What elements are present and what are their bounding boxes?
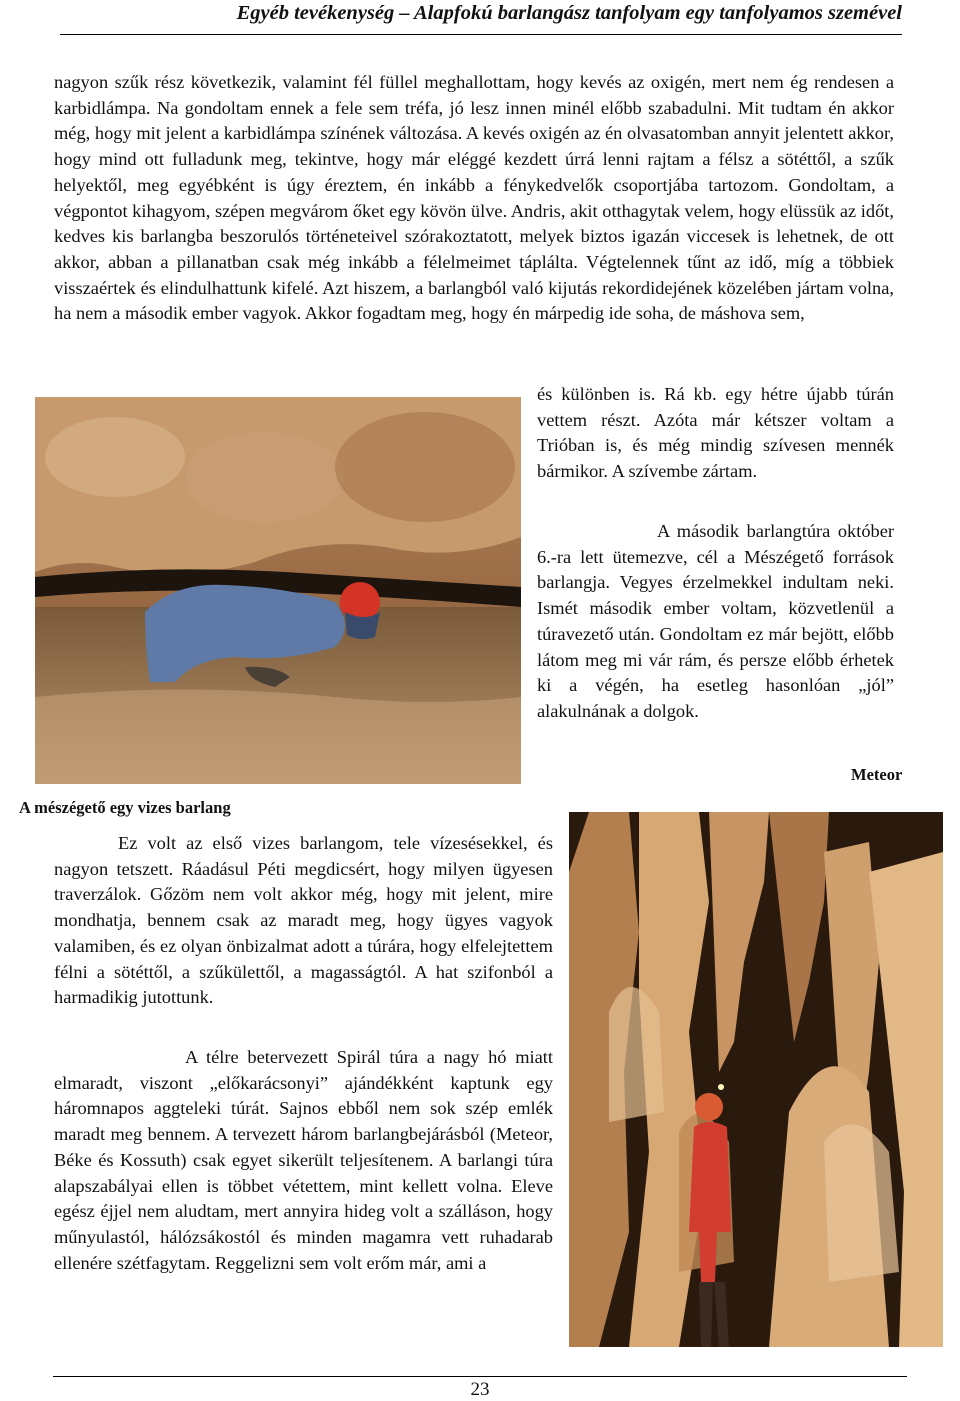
running-title: Egyéb tevékenység – Alapfokú barlangász tanfolyam egy tanfolyamos szemével xyxy=(236,2,902,24)
page-header xyxy=(60,0,902,40)
cave-photo-meteor xyxy=(569,812,943,1347)
paragraph-4: A télre betervezett Spirál túra a nagy hó miatt elmaradt, viszont „előkarácsonyi” ajándékként kaptunk egy háromnapos aggteleki túrát. Sajnos ebből nem sok szép emlék maradt meg bennem. A tervezett három barlangbejárásból (Meteor, Béke és Kossuth) csak egyet sikerült teljesítenem. A barlangi túra alapszabályai ellen is többet vétettem, mint kellett volna. Eleve egész éjjel nem aludtam, mert annyira hideg volt a szálláson, hogy műnyulastól, hálózsákostól és minden magamra vett ruhadarab ellenére szétfagytam. Reggelizni sem volt erőm már, ami a xyxy=(54,1047,553,1273)
footer-divider xyxy=(53,1376,907,1377)
page-number: 23 xyxy=(470,1379,490,1400)
caption-meszegeto: A mészégető egy vizes barlang xyxy=(19,798,231,817)
paragraph-2: A második barlangtúra október 6.-ra lett ütemezve, cél a Mészégető források barlangja. Vegyes érzelmekkel indultam neki. Ismét második ember voltam, közvetlenül a túravezető után. Gondoltam ez már bejött, előbb látom meg mi vár rám, és persze előbb érhetek ki a végén, ha esetleg hasonlóan „jól” alakulnának a dolgok. xyxy=(537,521,894,721)
cave-photo-meszegeto xyxy=(35,397,521,784)
paragraph-3: Ez volt az első vizes barlangom, tele vízesésekkel, és nagyon tetszett. Ráadásul Péti megdicsért, hogy milyen ügyesen traverzálok. Gőzöm nem volt akkor még, hogy mit jelent, mire mondhatja, bennem csak az maradt meg, hogy ügyes vagyok valamiben, és ez olyan önbizalmat adott a túrára, hogy elfelejtettem félni a sötéttől, a szűkülettől, a magasságtól. A hat szifonból a harmadikig jutottunk. xyxy=(54,833,553,1008)
stalactite-formation-image xyxy=(569,812,943,1347)
cave-crawl-image xyxy=(35,397,521,784)
paragraph-1: nagyon szűk rész következik, valamint fél füllel meghallottam, hogy kevés az oxigén, mert nem ég rendesen a karbidlámpa. Na gondoltam ennek a fele sem tréfa, jó lesz innen minél előbb szabadulni. Mit tudtam én akkor még, hogy mit jelent a karbidlámpa színének változása. A kevés oxigén az én olvasatomban annyit jelentett akkor, hogy mind ott fulladunk meg, tekintve, hogy már eléggé kezdett úrrá lenni rajtam a félsz a sötéttől, a szűk helyektől, meg egyébként is úgy éreztem, én inkább a fénykedvelők csoportjába tartozom. Gondoltam, a végpontot kihagyom, szépen megvárom őket egy kövön ülve. Andris, akit otthagytak velem, hogy elüssük az időt, kedves kis barlangba beszorulós történeteivel szórakoztatott, melyek biztos igazán viccesek is lehetnek, de ott akkor, abban a pillanatban csak még inkább a félelmeimet táplálta. Végtelennek tűnt az idő, míg a többiek visszaértek és elindulhattunk kifelé. Azt hiszem, a barlangból való kijutás rekordidejének közelében jártam volna, ha nem a második ember vagyok. Akkor fogadtam meg, hogy én márpedig ide soha, de máshova sem, xyxy=(54,72,894,324)
header-divider xyxy=(60,34,902,35)
caption-meteor: Meteor xyxy=(851,765,903,784)
paragraph-1-continued: és különben is. Rá kb. egy hétre újabb túrán vettem részt. Azóta már kétszer voltam a Trióban is, és még mindig szívesen mennék bármikor. A szívembe zártam. xyxy=(537,384,894,482)
